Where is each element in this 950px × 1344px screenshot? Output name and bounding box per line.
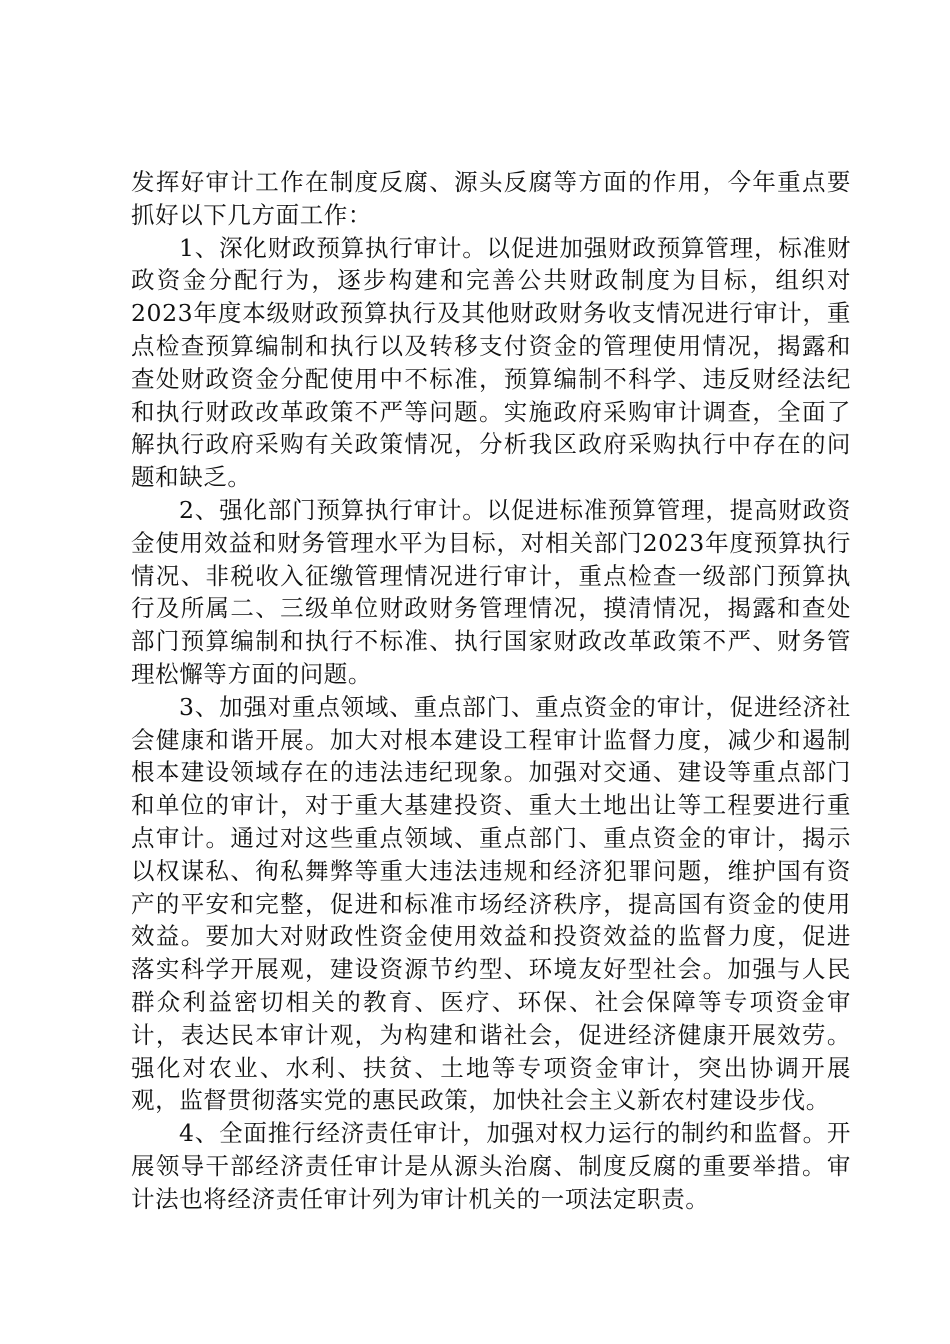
paragraph-item-1: 1、深化财政预算执行审计。以促进加强财政预算管理，标准财政资金分配行为，逐步构建和完善公共财政制度为目标，组织对2023年度本级财政预算执行及其他财政财务收支情况进行审计，重点检查预算编制和执行以及转移支付资金的管理使用情况，揭露和查处财政资金分配使用中不标准，预算编制不科学、违反财经法纪和执行财政改革政策不严等问题。实施政府采购审计调查，全面了解执行政府采购有关政策情况，分析我区政府采购执行中存在的问题和缺乏。	[131, 233, 851, 492]
paragraph-item-3: 3、加强对重点领域、重点部门、重点资金的审计，促进经济社会健康和谐开展。加大对根本建设工程审计监督力度，减少和遏制根本建设领域存在的违法违纪现象。加强对交通、建设等重点部门和单位的审计，对于重大基建投资、重大土地出让等工程要进行重点审计。通过对这些重点领域、重点部门、重点资金的审计，揭示以权谋私、徇私舞弊等重大违法违规和经济犯罪问题，维护国有资产的平安和完整，促进和标准市场经济秩序，提高国有资金的使用效益。要加大对财政性资金使用效益和投资效益的监督力度，促进落实科学开展观，建设资源节约型、环境友好型社会。加强与人民群众利益密切相关的教育、医疗、环保、社会保障等专项资金审计，表达民本审计观，为构建和谐社会，促进经济健康开展效劳。强化对农业、水利、扶贫、土地等专项资金审计，突出协调开展观，监督贯彻落实党的惠民政策，加快社会主义新农村建设步伐。	[131, 692, 851, 1115]
paragraph-item-2: 2、强化部门预算执行审计。以促进标准预算管理，提高财政资金使用效益和财务管理水平为目标，对相关部门2023年度预算执行情况、非税收入征缴管理情况进行审计，重点检查一级部门预算执行及所属二、三级单位财政财务管理情况，摸清情况，揭露和查处部门预算编制和执行不标准、执行国家财政改革政策不严、财务管理松懈等方面的问题。	[131, 495, 851, 688]
document-body	[131, 166, 851, 1216]
paragraph-intro: 发挥好审计工作在制度反腐、源头反腐等方面的作用，今年重点要抓好以下几方面工作：	[131, 168, 851, 229]
paragraph-item-4: 4、全面推行经济责任审计，加强对权力运行的制约和监督。开展领导干部经济责任审计是从源头治腐、制度反腐的重要举措。审计法也将经济责任审计列为审计机关的一项法定职责。	[131, 1119, 851, 1213]
